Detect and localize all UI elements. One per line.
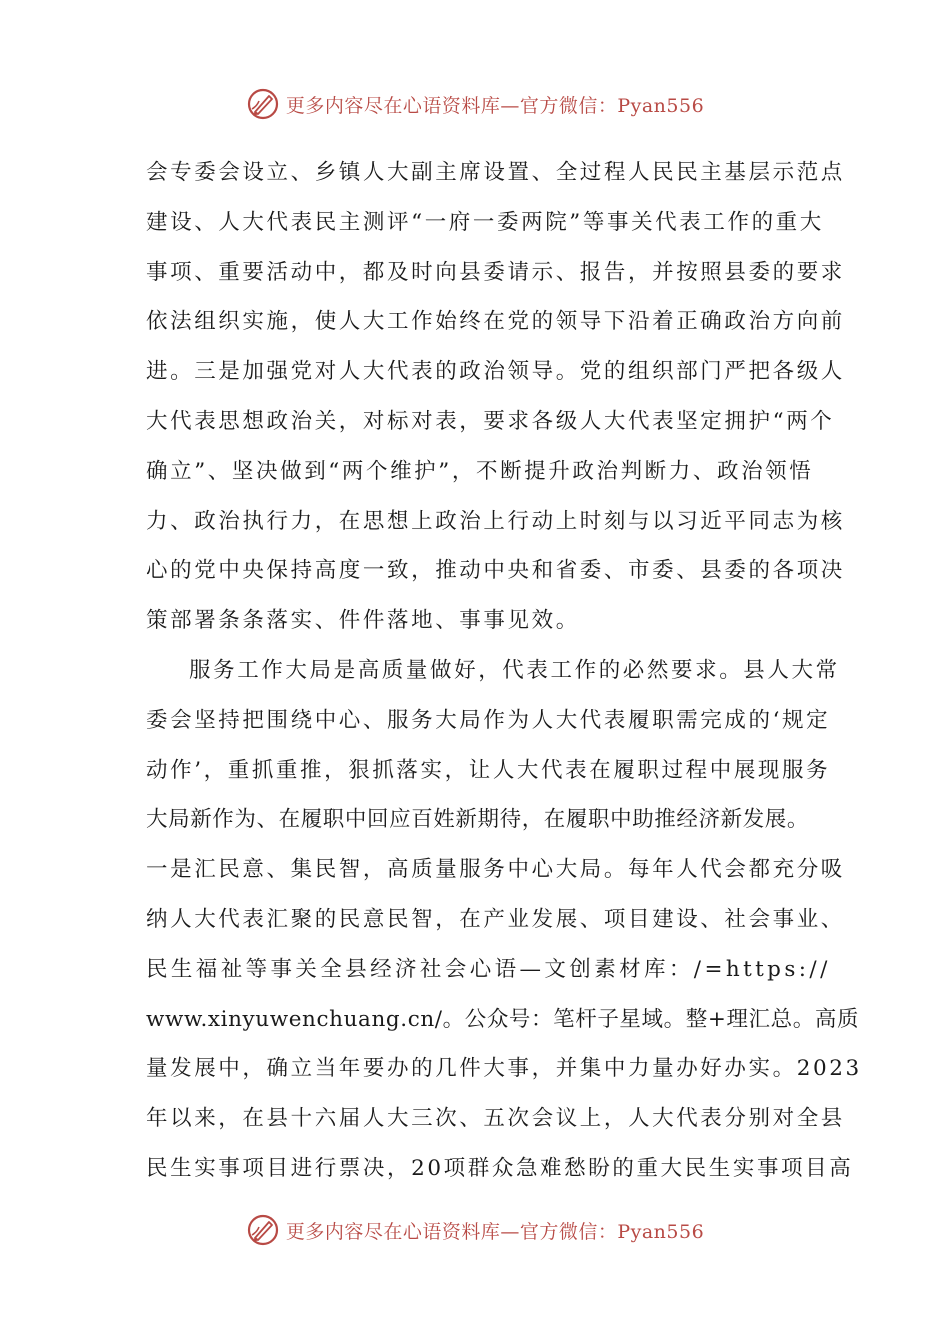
text-line: 进。三是加强党对人大代表的政治领导。党的组织部门严把各级人 — [146, 359, 845, 385]
text-line: 大代表思想政治关，对标对表，要求各级人大代表坚定拥护“两个 — [146, 408, 835, 434]
pen-logo-icon — [246, 87, 280, 121]
header-watermark-text: 更多内容尽在心语资料库—官方微信：Pyan556 — [285, 94, 705, 117]
text-line: 事项、重要活动中，都及时向县委请示、报告，并按照县委的要求 — [146, 259, 845, 285]
pen-logo-icon — [246, 1213, 280, 1247]
text-line: 动作’，重抓重推，狠抓落实，让人大代表在履职过程中展现服务 — [146, 757, 831, 783]
footer-watermark-text: 更多内容尽在心语资料库—官方微信：Pyan556 — [285, 1220, 705, 1243]
text-line: 民生实事项目进行票决，20项群众急难愁盼的重大民生实事项目高 — [146, 1155, 854, 1181]
text-line: www.xinyuwenchuang.cn/。公众号：笔杆子星域。整+理汇总。高质 — [146, 1006, 860, 1032]
text-line: 依法组织实施，使人大工作始终在党的领导下沿着正确政治方向前 — [146, 309, 845, 335]
text-line: 心的党中央保持高度一致，推动中央和省委、市委、县委的各项决 — [146, 558, 845, 584]
text-line: 委会坚持把围绕中心、服务大局作为人大代表履职需完成的‘规定 — [146, 707, 831, 733]
text-line: 量发展中，确立当年要办的几件大事，并集中力量办好办实。2023 — [146, 1056, 862, 1082]
text-line: 确立”、坚决做到“两个维护”，不断提升政治判断力、政治领悟 — [146, 458, 814, 484]
paragraph-2 — [146, 646, 862, 1194]
footer-watermark-banner — [0, 1210, 950, 1250]
paragraph-1 — [146, 148, 845, 646]
text-line: 民生福祉等事关全县经济社会心语—文创素材库：/=https:// — [146, 956, 831, 982]
text-line: 服务工作大局是高质量做好，代表工作的必然要求。县人大常 — [189, 657, 840, 683]
text-line: 会专委会设立、乡镇人大副主席设置、全过程人民民主基层示范点 — [146, 160, 845, 185]
text-line: 建设、人大代表民主测评“一府一委两院”等事关代表工作的重大 — [146, 209, 824, 235]
header-watermark-banner — [0, 84, 950, 124]
document-body — [146, 148, 862, 1194]
text-line: 年以来，在县十六届人大三次、五次会议上，人大代表分别对全县 — [146, 1106, 845, 1132]
text-line: 纳人大代表汇聚的民意民智，在产业发展、项目建设、社会事业、 — [146, 906, 845, 932]
text-line: 一是汇民意、集民智，高质量服务中心大局。每年人代会都充分吸 — [146, 857, 845, 883]
text-line: 大局新作为、在履职中回应百姓新期待，在履职中助推经济新发展。 — [146, 807, 810, 833]
text-line: 力、政治执行力，在思想上政治上行动上时刻与以习近平同志为核 — [146, 508, 845, 534]
text-line: 策部署条条落实、件件落地、事事见效。 — [146, 608, 580, 634]
